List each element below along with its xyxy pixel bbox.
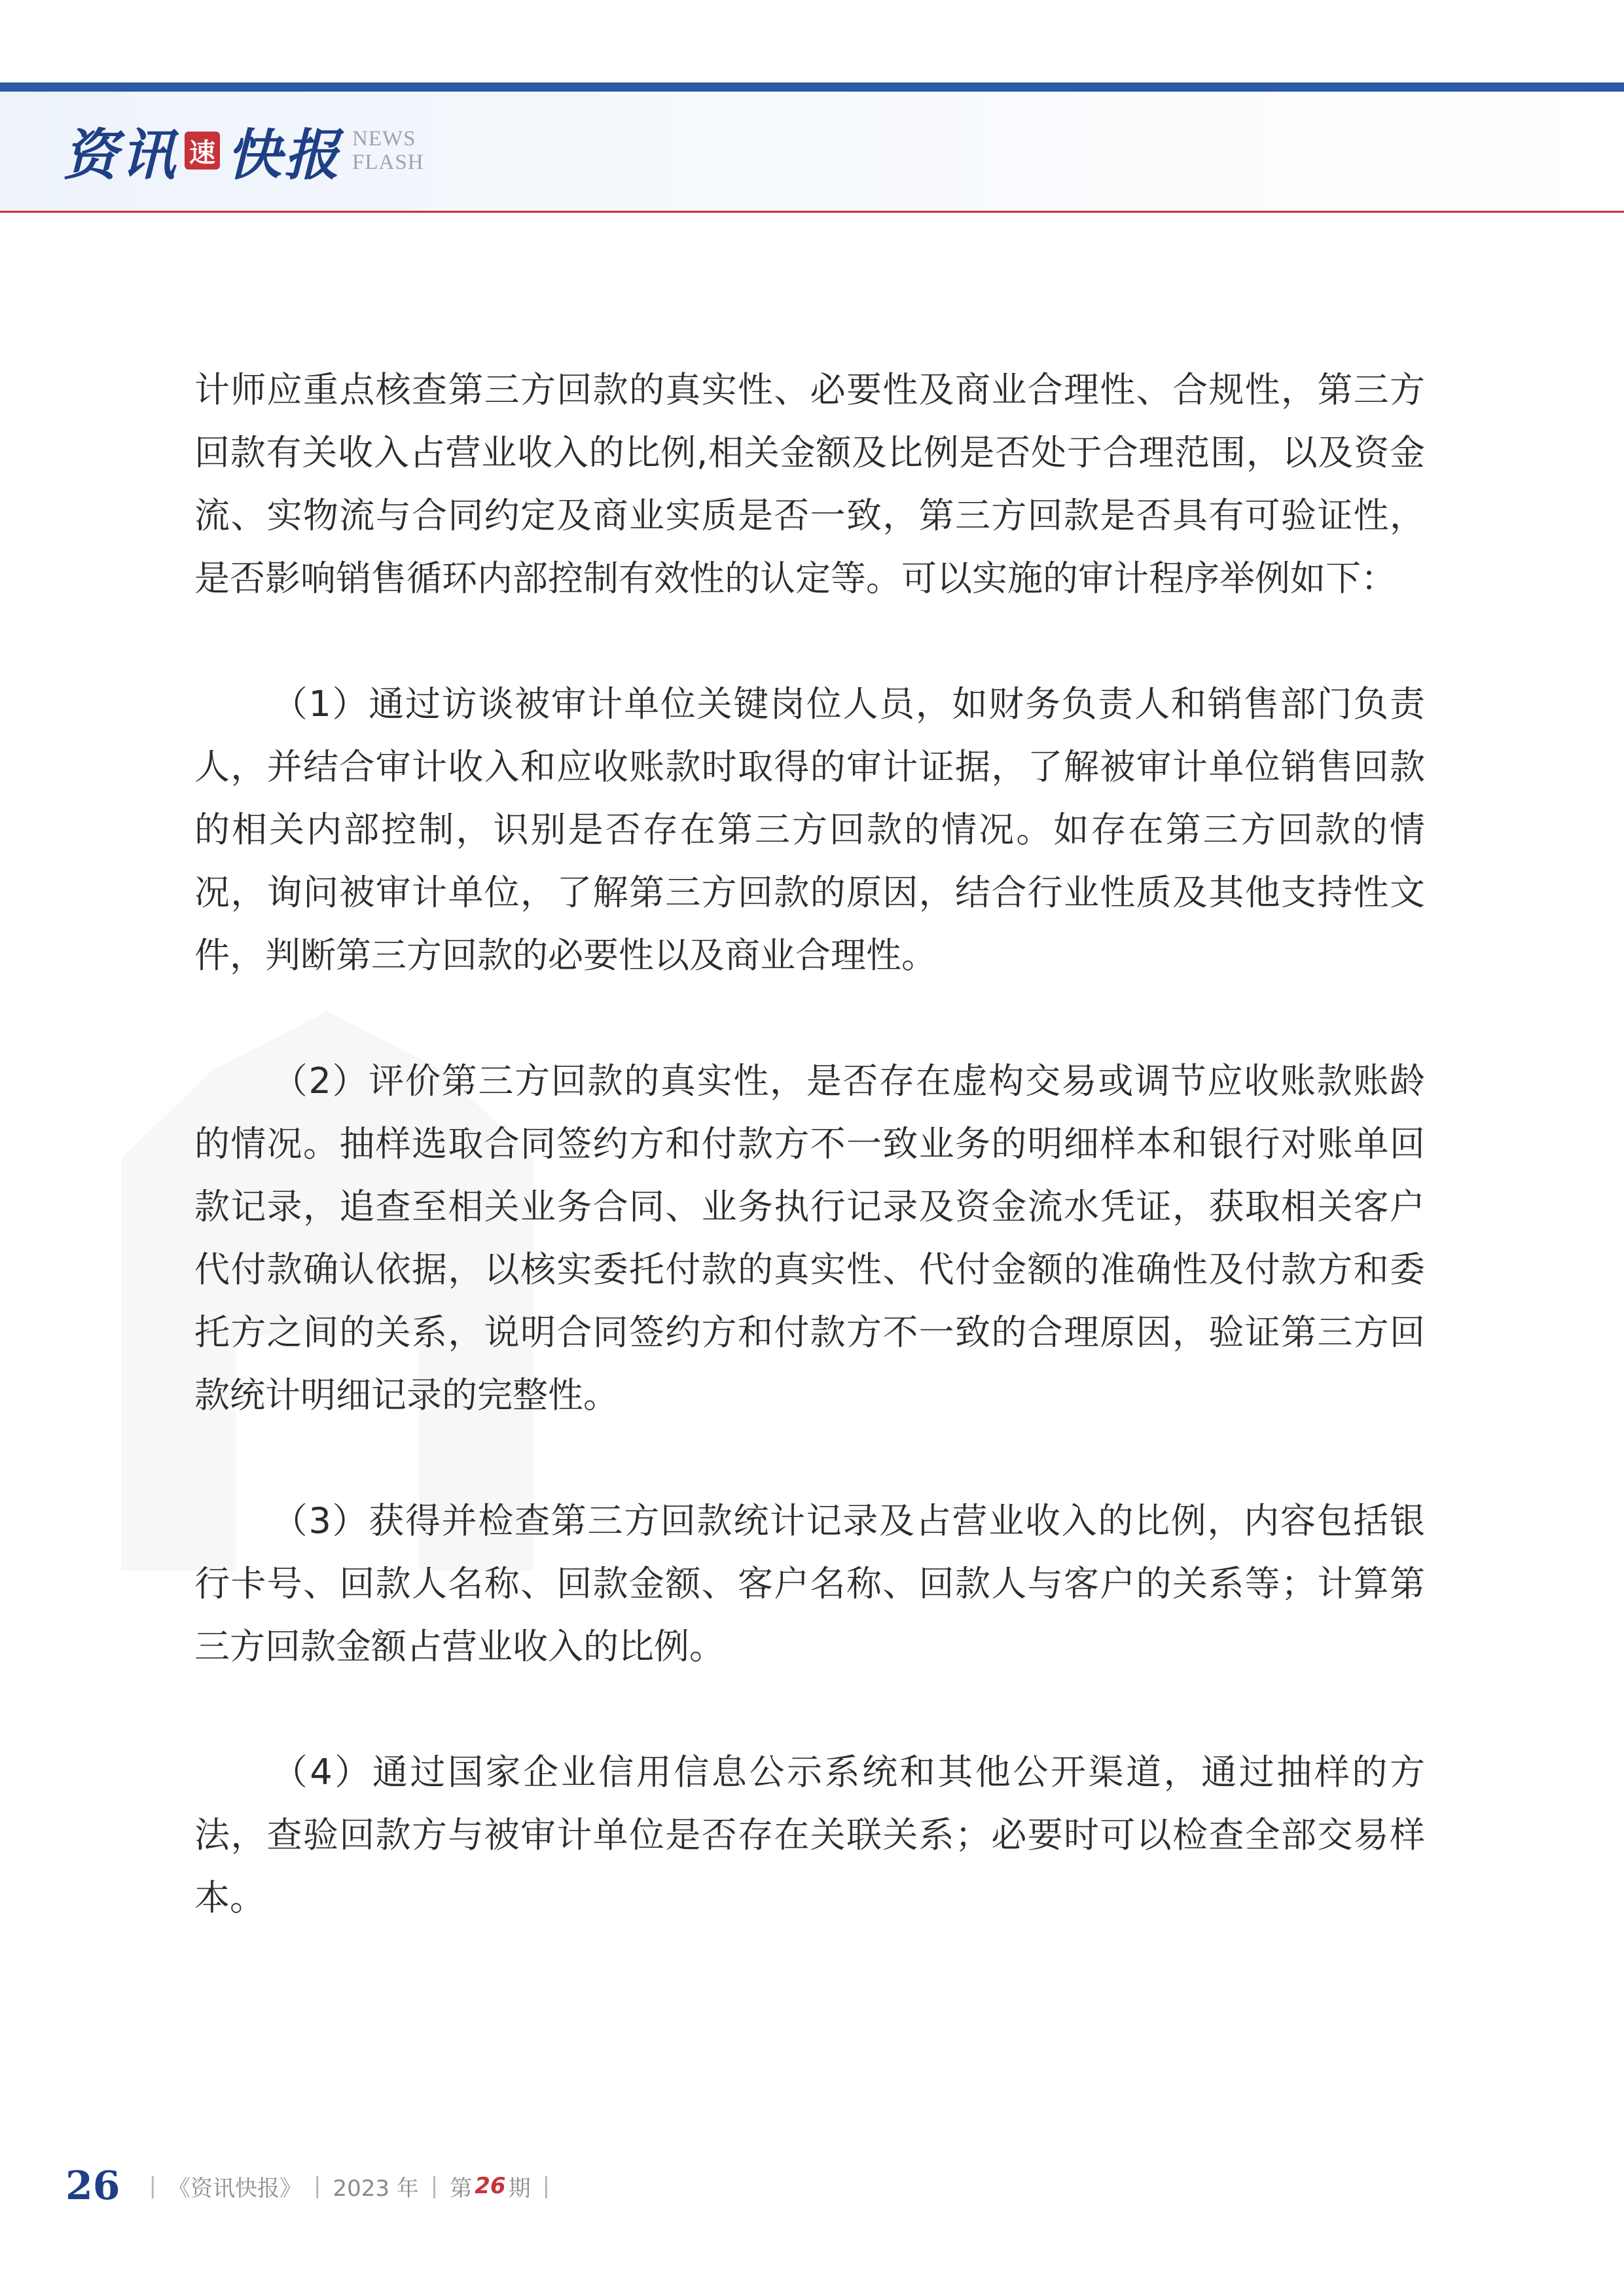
header-divider <box>0 211 1624 213</box>
header-top-bar <box>0 82 1624 92</box>
logo-english-flash: FLASH <box>352 151 424 174</box>
paragraph-intro: 计师应重点核查第三方回款的真实性、必要性及商业合理性、合规性，第三方回款有关收入占营业收入的比例,相关金额及比例是否处于合理范围，以及资金流、实物流与合同约定及商业实质是否一致，第三方回款是否具有可验证性，是否影响销售循环内部控制有效性的认定等。可以实施的审计程序举例如下： <box>194 369 1425 599</box>
logo-seal-icon: 速 <box>185 132 220 170</box>
publication-name: 《资讯快报》 <box>168 2175 302 2202</box>
paragraph-item-2: （2）评价第三方回款的真实性，是否存在虚构交易或调节应收账款账龄的情况。抽样选取合同签约方和付款方不一致业务的明细样本和银行对账单回款记录，追查至相关业务合同、业务执行记录及资金流水凭证，获取相关客户代付款确认依据，以核实委托付款的真实性、代付金额的准确性及付款方和委托方之间的关系，说明合同签约方和付款方不一致的合理原因，验证第三方回款统计明细记录的完整性。 <box>194 1060 1425 1416</box>
issue-number: 26 <box>475 2173 506 2199</box>
logo-text-left: 资讯 <box>63 122 179 187</box>
logo-english <box>352 127 424 174</box>
footer-separator: | <box>149 2173 156 2199</box>
paragraph-item-4: （4）通过国家企业信用信息公示系统和其他公开渠道，通过抽样的方法，查验回款方与被审计单位是否存在关联关系；必要时可以检查全部交易样本。 <box>194 1751 1425 1918</box>
publication-year: 2023 年 <box>333 2175 419 2202</box>
paragraph-item-3: （3）获得并检查第三方回款统计记录及占营业收入的比例，内容包括银行卡号、回款人名称、回款金额、客户名称、回款人与客户的关系等；计算第三方回款金额占营业收入的比例。 <box>194 1500 1425 1667</box>
footer-separator: | <box>430 2173 439 2199</box>
logo-english-news: NEWS <box>352 127 416 151</box>
logo-text-right: 快报 <box>226 122 342 187</box>
footer-separator: | <box>542 2173 550 2199</box>
paragraph-item-1: （1）通过访谈被审计单位关键岗位人员，如财务负责人和销售部门负责人，并结合审计收入和应收账款时取得的审计证据，了解被审计单位销售回款的相关内部控制，识别是否存在第三方回款的情况。如存在第三方回款的情况，询问被审计单位，了解第三方回款的原因，结合行业性质及其他支持性文件，判断第三方回款的必要性以及商业合理性。 <box>194 683 1425 976</box>
issue-suffix: 期 <box>508 2175 531 2202</box>
article-body <box>194 359 1425 1992</box>
page-footer <box>65 2160 562 2212</box>
page-number: 26 <box>65 2163 120 2209</box>
issue-prefix: 第 <box>450 2175 473 2202</box>
masthead-logo <box>63 111 424 190</box>
footer-separator: | <box>313 2173 321 2199</box>
